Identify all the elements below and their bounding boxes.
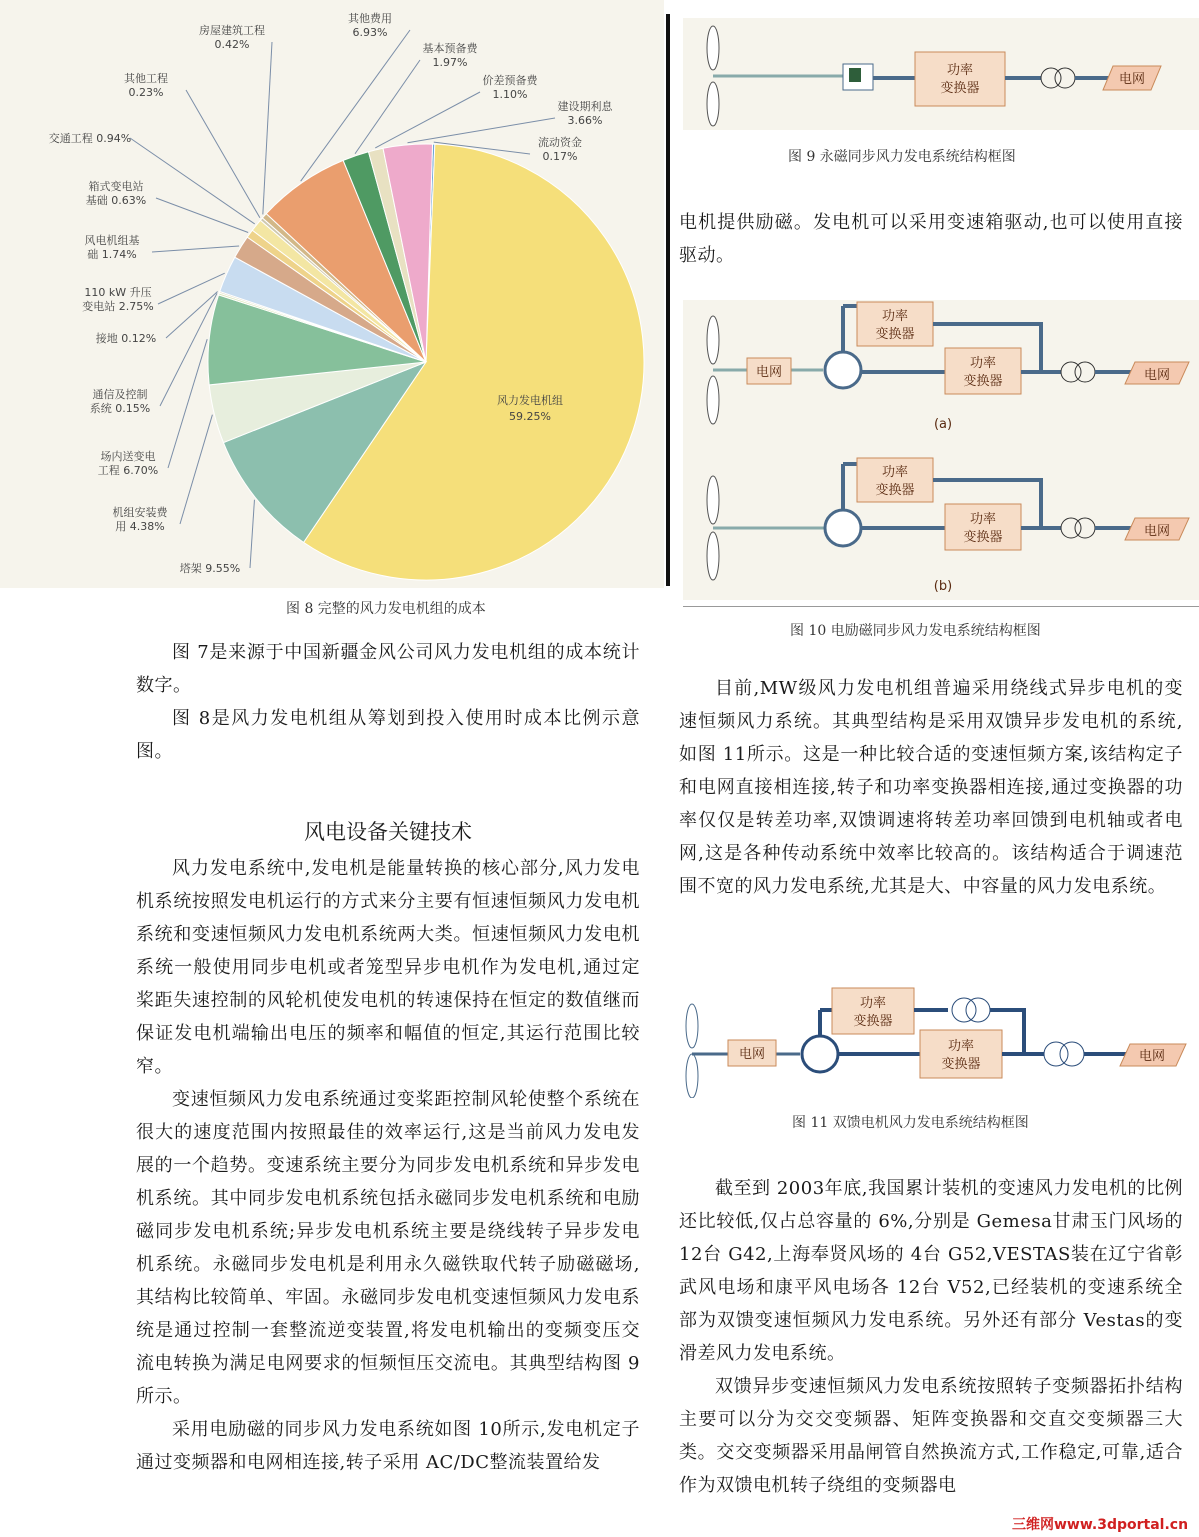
left-paragraph-5: 采用电励磁的同步风力发电系统如图 10所示,发电机定子通过变频器和电网相连接,转子采用 AC/DC整流装置给发 <box>136 1419 640 1473</box>
pie-label: 其他工程 0.23% <box>124 72 168 99</box>
left-paragraph-3: 风力发电系统中,发电机是能量转换的核心部分,风力发电机系统按照发电机运行的方式来分主要有恒速恒频风力发电机系统和变速恒频风力发电机系统两大类。恒速恒频风力发电机系统一般使用同步电机或者笼型异步电机作为发电机,通过定桨距失速控制的风轮机使发电机的转速保持在恒定的数值继而保证发电机端输出电压的频率和幅值的恒定,其运行范围比较窄。 变速恒频风力发电系统通过变桨距控制风轮使整个系统在很大的速度范围内按照最佳的效率运行,这是当前风力发电发展的一个趋势。变速系统主要分为同步发电机系统和异步发电机系统。其中同步发电机系统包括永磁同步发电机系统和电励磁同步发电机系统;异步发电机系统主要是绕线转子异步发电机系统。永磁同步发电机是利用永久磁铁取代转子励磁磁场,其结构比较简单、牢固。永磁同步发电机变速恒频风力发电系统是通过控制一套整流逆变装置,将发电机输出的变频变压交流电转换为满足电网要求的恒频恒压交流电。其典型结构图 9所示。 采用电励磁的同步风力发电系统如图 10所示,发电机定子通过变频器和电网相连接,转子采用 AC/DC整流装置给发 <box>136 852 640 1479</box>
pie-label: 房屋建筑工程 0.42% <box>199 24 265 51</box>
fig10-bottom-rule <box>683 606 1199 607</box>
pie-label: 场内送变电工程 6.70% <box>97 450 159 477</box>
pie-label: 机组安装费用 4.38% <box>112 506 168 533</box>
pie-leader-line <box>152 246 239 252</box>
svg-text:变换器: 变换器 <box>875 483 915 498</box>
svg-text:变换器: 变换器 <box>875 327 915 342</box>
pie-leader-line <box>168 339 207 468</box>
cost-pie-chart <box>0 0 664 588</box>
svg-text:功率: 功率 <box>947 1039 975 1054</box>
left-paragraph-2: 图 8是风力发电机组从筹划到投入使用时成本比例示意图。 <box>136 708 640 762</box>
fig9-grid-label: 电网 <box>1118 72 1146 87</box>
svg-text:功率: 功率 <box>969 356 997 371</box>
pie-leader-line <box>130 138 255 224</box>
pie-label: 其他费用 6.93% <box>348 12 392 39</box>
fig9-caption: 图 9 永磁同步风力发电系统结构框图 <box>788 149 1016 165</box>
fig8-caption: 图 8 完整的风力发电机组的成本 <box>286 601 486 617</box>
svg-text:电网: 电网 <box>755 365 783 380</box>
pie-leader-line <box>250 500 254 568</box>
pie-label: 基本预备费 1.97% <box>422 42 478 69</box>
fig10-caption: 图 10 电励磁同步风力发电系统结构框图 <box>790 623 1041 639</box>
pie-label: 建设期利息 3.66% <box>557 100 613 127</box>
svg-text:电网: 电网 <box>1143 524 1171 539</box>
svg-text:变换器: 变换器 <box>963 530 1003 545</box>
svg-text:变换器: 变换器 <box>940 81 980 96</box>
right-paragraph-2: 目前,MW级风力发电机组普遍采用绕线式异步电机的变速恒频风力系统。其典型结构是采用双馈异步发电机的系统,如图 11所示。这是一种比较合适的变速恒频方案,该结构定子和电网直接相连接,转子和功率变换器相连接,通过变换器的功率仅仅是转差功率,双馈调速将转差功率回馈到电机轴或者电网,这是各种传动系统中效率比较高的。该结构适合于调速范围不宽的风力发电系统,尤其是大、中容量的风力发电系统。 <box>679 678 1183 897</box>
fig11-figure <box>680 980 1199 1098</box>
pie-leader-line <box>158 273 225 304</box>
section-heading: 风电设备关键技术 <box>304 820 472 844</box>
watermark: 三维网www.3dportal.cn <box>1012 1517 1189 1533</box>
pie-leader-line <box>355 60 420 154</box>
right-paragraph-3: 截至到 2003年底,我国累计装机的变速风力发电机的比例还比较低,仅占总容量的 6%,分别是 Gemesa甘肃玉门风场的 12台 G42,上海奉贤风场的 4台 G52,VESTAS装在辽宁省彰武风电场和康平风电场各 12台 V52,已经装机的变速系统全部为双馈变速恒频风力发电系统。另外还有部分 Vestas的变滑差风力发电系统。 双馈异步变速恒频风力发电系统按照转子变频器拓扑结构主要可以分为交交变频器、矩阵变换器和交直交变频器三大类。交交变频器采用晶闸管自然换流方式,工作稳定,可靠,适合作为双馈电机转子绕组的变频器电 <box>679 1172 1183 1502</box>
svg-text:功率: 功率 <box>859 996 887 1011</box>
pie-label: 箱式变电站基础 0.63% <box>85 180 147 207</box>
svg-text:变换器: 变换器 <box>963 374 1003 389</box>
fig9-figure <box>683 18 1199 130</box>
fig9-converter-label: 功率 <box>946 63 974 78</box>
svg-text:功率: 功率 <box>881 309 909 324</box>
left-paragraph-1: 图 7是来源于中国新疆金风公司风力发电机组的成本统计数字。 图 8是风力发电机组从筹划到投入使用时成本比例示意图。 <box>136 636 640 768</box>
pie-label: 接地 0.12% <box>95 332 157 345</box>
svg-text:变换器: 变换器 <box>941 1057 981 1072</box>
svg-text:功率: 功率 <box>969 512 997 527</box>
pie-leader-line <box>407 118 555 143</box>
fig8-figure <box>0 0 664 588</box>
pie-leader-line <box>186 90 260 218</box>
fig10-sub-a: (a) <box>933 417 953 432</box>
right-paragraph-4: 双馈异步变速恒频风力发电系统按照转子变频器拓扑结构主要可以分为交交变频器、矩阵变换器和交直交变频器三大类。交交变频器采用晶闸管自然换流方式,工作稳定,可靠,适合作为双馈电机转子绕组的变频器电 <box>679 1376 1183 1496</box>
pie-label: 风电机组基础 1.74% <box>84 234 140 261</box>
svg-text:功率: 功率 <box>881 465 909 480</box>
fig10-sub-b: (b) <box>933 579 953 594</box>
left-paragraph-4: 变速恒频风力发电系统通过变桨距控制风轮使整个系统在很大的速度范围内按照最佳的效率运行,这是当前风力发电发展的一个趋势。变速系统主要分为同步发电机系统和异步发电机系统。其中同步发电机系统包括永磁同步发电机系统和电励磁同步发电机系统;异步发电机系统主要是绕线转子异步发电机系统。永磁同步发电机是利用永久磁铁取代转子励磁磁场,其结构比较简单、牢固。永磁同步发电机变速恒频风力发电系统是通过控制一套整流逆变装置,将发电机输出的变频变压交流电转换为满足电网要求的恒频恒压交流电。其典型结构图 9所示。 <box>136 1089 640 1407</box>
pie-center-label: 风力发电机组 <box>497 394 563 407</box>
fig11-caption: 图 11 双馈电机风力发电系统结构框图 <box>792 1115 1029 1131</box>
right-paragraph-1: 电机提供励磁。发电机可以采用变速箱驱动,也可以使用直接驱动。 <box>679 212 1183 266</box>
column-divider <box>666 14 670 586</box>
pie-center-value: 59.25% <box>509 410 551 423</box>
svg-text:电网: 电网 <box>1143 368 1171 383</box>
pie-leader-line <box>180 415 212 524</box>
pie-leader-line <box>156 198 248 232</box>
fig11-grid-right: 电网 <box>1138 1049 1166 1064</box>
svg-text:变换器: 变换器 <box>853 1014 893 1029</box>
pie-leader-line <box>263 42 272 214</box>
fig11-grid-left: 电网 <box>738 1047 766 1062</box>
pie-label: 塔架 9.55% <box>179 562 241 575</box>
fig10-figure <box>683 300 1199 600</box>
pie-label: 流动资金 0.17% <box>538 136 582 163</box>
pie-label: 110 kW 升压变电站 2.75% <box>82 286 154 313</box>
pie-label: 交通工程 0.94% <box>48 132 132 145</box>
pie-label: 价差预备费 1.10% <box>482 74 538 101</box>
pie-label: 通信及控制系统 0.15% <box>89 388 151 415</box>
